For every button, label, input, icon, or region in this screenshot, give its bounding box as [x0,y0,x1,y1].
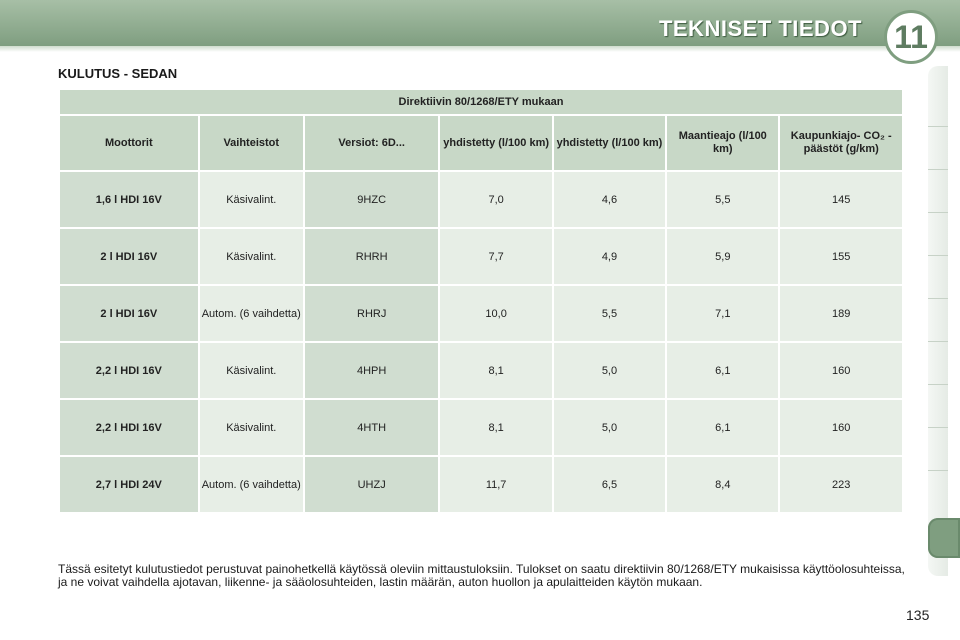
table-cell: 4,9 [554,229,665,284]
page-number: 135 [906,607,930,623]
table-cell: 7,1 [667,286,778,341]
table-row [60,172,902,227]
table-cell: 1,6 l HDI 16V [60,172,198,227]
table-row [60,229,902,284]
column-header: Versiot: 6D... [305,116,439,170]
table-cell: 7,0 [440,172,551,227]
table-cell: 6,1 [667,343,778,398]
table-cell: RHRJ [305,286,439,341]
table-cell: 2,2 l HDI 16V [60,343,198,398]
column-header: yhdistetty (l/100 km) [440,116,551,170]
table-cell: RHRH [305,229,439,284]
table-cell: 160 [780,343,902,398]
footnote-text: Tässä esitetyt kulutustiedot perustuvat painohetkellä käytössä oleviin mittaustuloksiin. Tulokset on saatu direktiivin 80/1268/ETY mukaisissa käyttöolosuhteissa, ja ne voivat vaihdella ajotavan, liikenne- ja sääolosuhteiden, lastin määrän, auton huollon ja apulaitteiden käytön mukaan. [58,562,905,589]
table-cell: 2 l HDI 16V [60,229,198,284]
column-header: yhdistetty (l/100 km) [554,116,665,170]
column-header: Kaupunkiajo- CO₂ -päästöt (g/km) [780,116,902,170]
table-cell: 5,5 [554,286,665,341]
table-cell: 5,0 [554,343,665,398]
chapter-tabs [928,66,948,576]
table-cell: 11,7 [440,457,551,512]
table-cell: 5,5 [667,172,778,227]
table-cell: 5,9 [667,229,778,284]
table-cell: 189 [780,286,902,341]
table-cell: 8,4 [667,457,778,512]
active-chapter-tab[interactable] [928,518,960,558]
table-row [60,400,902,455]
section-title: KULUTUS - SEDAN [58,66,178,81]
table-cell: 8,1 [440,400,551,455]
table-cell: 145 [780,172,902,227]
table-cell: Autom. (6 vaihdetta) [200,286,303,341]
table-cell: Käsivalint. [200,343,303,398]
table-cell: 4HTH [305,400,439,455]
table-cell: Käsivalint. [200,229,303,284]
chapter-title: TEKNISET TIEDOT [658,16,862,41]
table-cell: 160 [780,400,902,455]
table-cell: 9HZC [305,172,439,227]
consumption-table [58,88,904,514]
table-cell: 4,6 [554,172,665,227]
table-cell: Käsivalint. [200,172,303,227]
table-cell: 2 l HDI 16V [60,286,198,341]
column-header: Moottorit [60,116,198,170]
header-underline [0,46,960,52]
table-title: Direktiivin 80/1268/ETY mukaan [60,90,902,114]
table-cell: 2,2 l HDI 16V [60,400,198,455]
column-header: Vaihteistot [200,116,303,170]
table-cell: 2,7 l HDI 24V [60,457,198,512]
table-cell: UHZJ [305,457,439,512]
table-cell: 7,7 [440,229,551,284]
table-cell: 6,1 [667,400,778,455]
table-cell: 223 [780,457,902,512]
table-cell: 6,5 [554,457,665,512]
table-cell: Autom. (6 vaihdetta) [200,457,303,512]
chapter-number-badge: 11 [884,10,938,64]
table-cell: Käsivalint. [200,400,303,455]
table-cell: 10,0 [440,286,551,341]
table-row [60,343,902,398]
table-title-row [60,90,902,114]
table-cell: 4HPH [305,343,439,398]
column-header: Maantieajo (l/100 km) [667,116,778,170]
table-header-row [60,116,902,170]
table-row [60,286,902,341]
table-cell: 8,1 [440,343,551,398]
table-row [60,457,902,512]
table-cell: 5,0 [554,400,665,455]
table-cell: 155 [780,229,902,284]
